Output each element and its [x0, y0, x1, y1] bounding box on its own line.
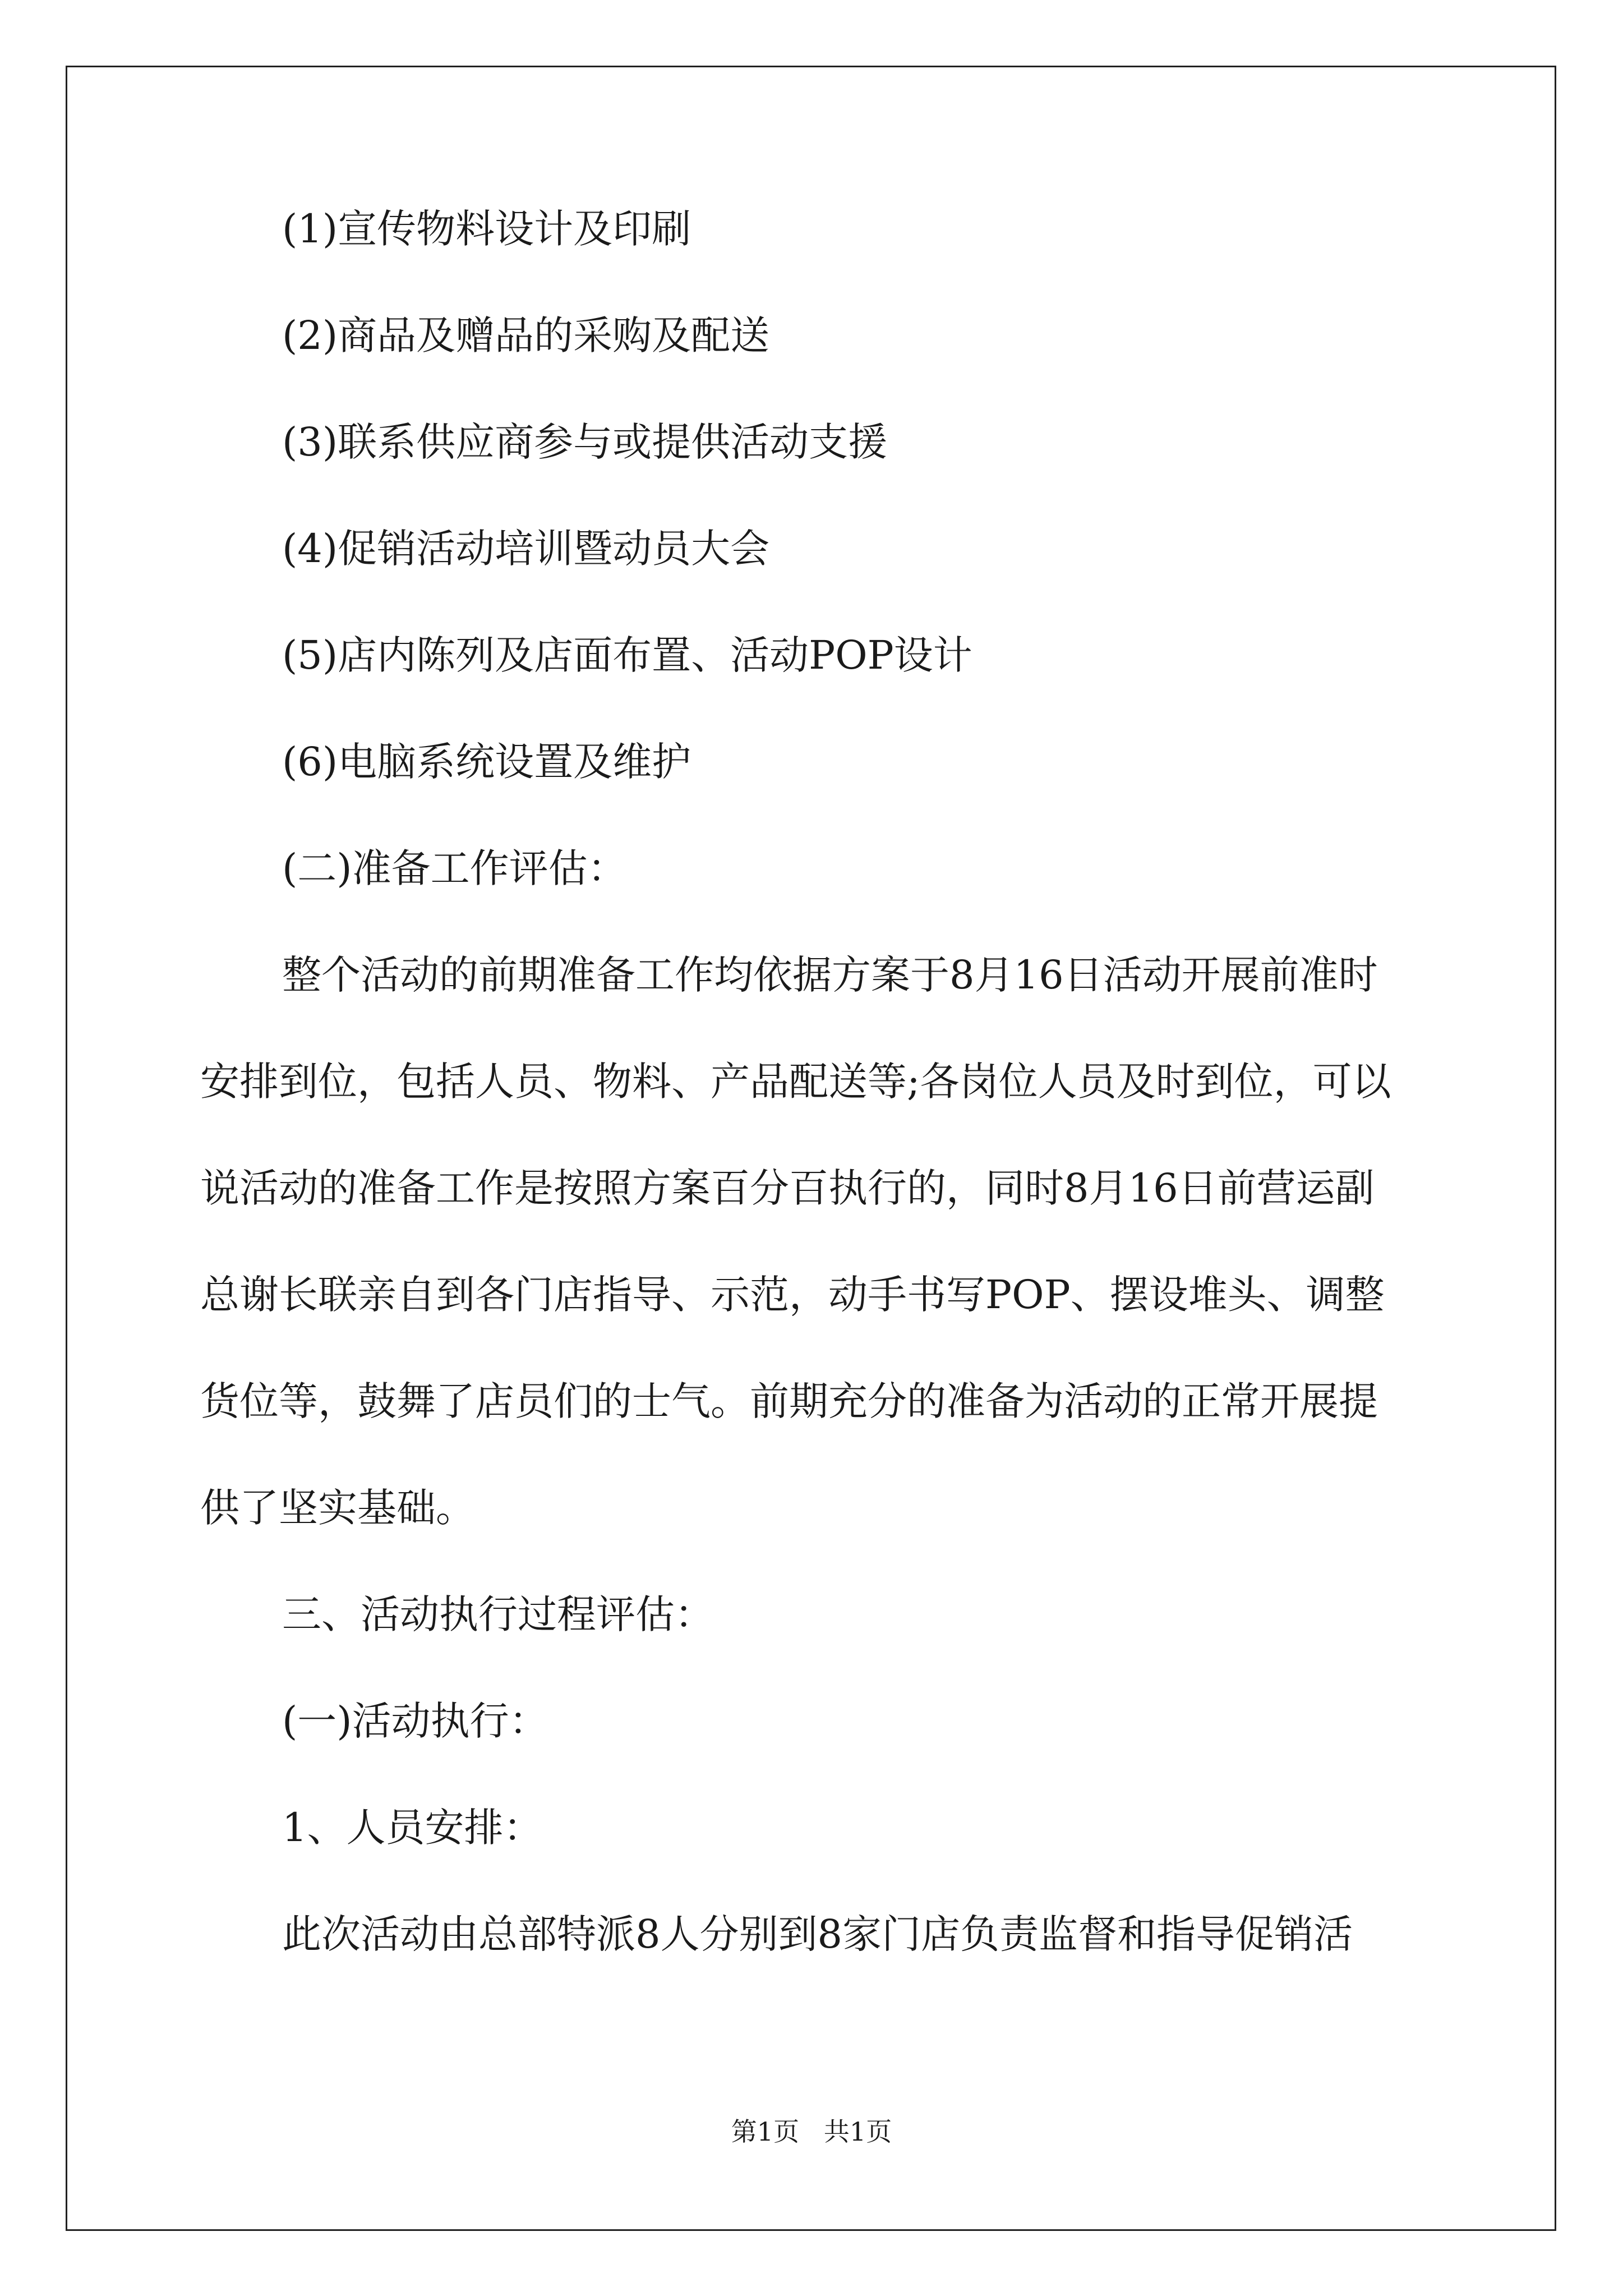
paragraph-line-2: 安排到位，包括人员、物料、产品配送等;各岗位人员及时到位，可以: [200, 1059, 1391, 1105]
subsection-heading-execution: (一)活动执行：: [282, 1698, 548, 1744]
list-item-4: (4)促销活动培训暨动员大会: [282, 526, 770, 572]
page-border: [66, 66, 1556, 2231]
paragraph-line-4: 总谢长联亲自到各门店指导、示范，动手书写POP、摆设堆头、调整: [200, 1272, 1385, 1318]
paragraph-line-3: 说活动的准备工作是按照方案百分百执行的，同时8月16日前营运副: [200, 1165, 1375, 1211]
paragraph-line-1: 整个活动的前期准备工作均依据方案于8月16日活动开展前准时: [282, 952, 1378, 998]
list-item-2: (2)商品及赠品的采购及配送: [282, 312, 770, 358]
paragraph-staff-line-1: 此次活动由总部特派8人分别到8家门店负责监督和指导促销活: [282, 1911, 1353, 1957]
paragraph-line-5: 货位等，鼓舞了店员们的士气。前期充分的准备为活动的正常开展提: [200, 1378, 1378, 1424]
list-item-6: (6)电脑系统设置及维护: [282, 739, 691, 785]
subsection-heading-staff: 1、人员安排：: [282, 1805, 543, 1851]
section-heading-three: 三、活动执行过程评估：: [282, 1591, 714, 1637]
list-item-3: (3)联系供应商参与或提供活动支援: [282, 419, 888, 465]
section-heading-preparation-eval: (二)准备工作评估：: [282, 845, 627, 891]
paragraph-line-6: 供了坚实基础。: [200, 1485, 475, 1531]
page-footer: 第1页 共1页: [731, 2116, 892, 2147]
list-item-5: (5)店内陈列及店面布置、活动POP设计: [282, 632, 972, 678]
list-item-1: (1)宣传物料设计及印刷: [282, 206, 691, 252]
